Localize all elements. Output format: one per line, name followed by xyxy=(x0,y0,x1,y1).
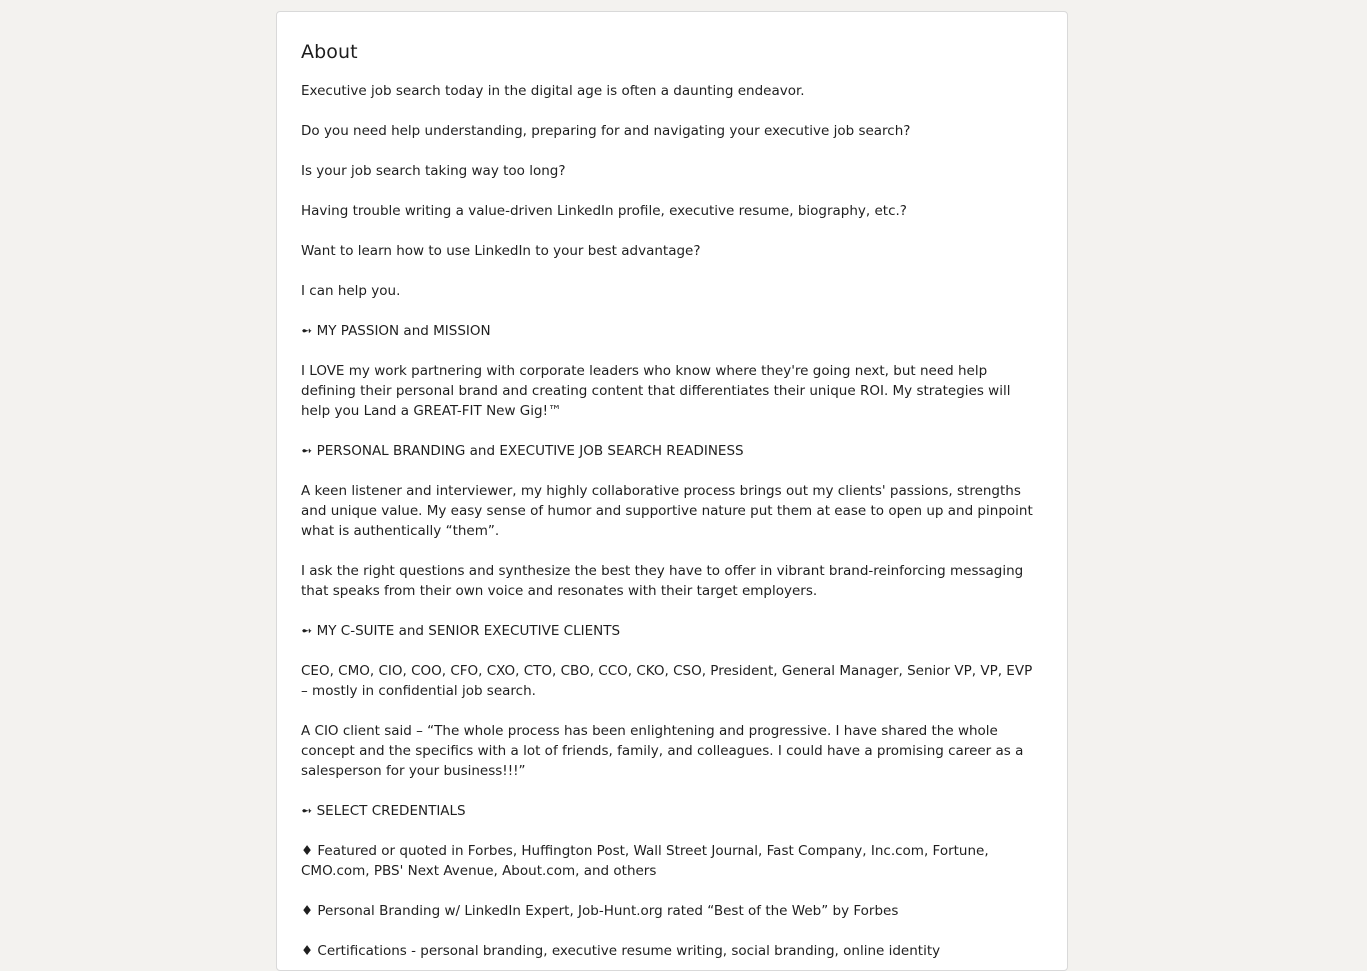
section-heading-clients: ➻ MY C-SUITE and SENIOR EXECUTIVE CLIENTS xyxy=(301,623,621,639)
about-paragraph: Is your job search taking way too long? xyxy=(301,163,566,179)
about-paragraph: I ask the right questions and synthesize the best they have to offer in vibrant brand-reinforcing messaging that speaks from their own voice and resonates with their target employers. xyxy=(301,563,1024,599)
about-paragraph: CEO, CMO, CIO, COO, CFO, CXO, CTO, CBO, CCO, CKO, CSO, President, General Manager, Senior VP, VP, EVP – mostly in confidential job search. xyxy=(301,663,1033,699)
about-paragraph: Having trouble writing a value-driven LinkedIn profile, executive resume, biography, etc.? xyxy=(301,203,907,219)
about-paragraph: Want to learn how to use LinkedIn to your best advantage? xyxy=(301,243,701,259)
section-heading-passion: ➻ MY PASSION and MISSION xyxy=(301,323,491,339)
client-quote: A CIO client said – “The whole process has been enlightening and progressive. I have shared the whole concept and the specifics with a lot of friends, family, and colleagues. I could have a promising career as a salesperson for your business!!!” xyxy=(301,723,1024,779)
about-title: About xyxy=(301,41,358,63)
credential-item: ♦ Featured or quoted in Forbes, Huffington Post, Wall Street Journal, Fast Company, Inc.com, Fortune, CMO.com, PBS' Next Avenue, About.com, and others xyxy=(301,843,989,879)
about-paragraph: Do you need help understanding, preparing for and navigating your executive job search? xyxy=(301,123,911,139)
about-paragraph: I LOVE my work partnering with corporate leaders who know where they're going next, but need help defining their personal brand and creating content that differentiates their unique ROI. My strategies will help you Land a GREAT-FIT New Gig!™ xyxy=(301,363,1011,419)
credential-item: ♦ Personal Branding w/ LinkedIn Expert, Job-Hunt.org rated “Best of the Web” by Forbes xyxy=(301,903,899,919)
about-paragraph: I can help you. xyxy=(301,283,401,299)
section-heading-credentials: ➻ SELECT CREDENTIALS xyxy=(301,803,466,819)
about-body xyxy=(301,81,1043,961)
about-card xyxy=(276,11,1068,971)
about-paragraph: A keen listener and interviewer, my highly collaborative process brings out my clients' passions, strengths and unique value. My easy sense of humor and supportive nature put them at ease to open up and pinpoint what is authentically “them”. xyxy=(301,483,1033,539)
section-heading-branding: ➻ PERSONAL BRANDING and EXECUTIVE JOB SEARCH READINESS xyxy=(301,443,744,459)
credential-item: ♦ Certifications - personal branding, executive resume writing, social branding, online identity xyxy=(301,943,941,959)
about-paragraph: Executive job search today in the digital age is often a daunting endeavor. xyxy=(301,83,805,99)
